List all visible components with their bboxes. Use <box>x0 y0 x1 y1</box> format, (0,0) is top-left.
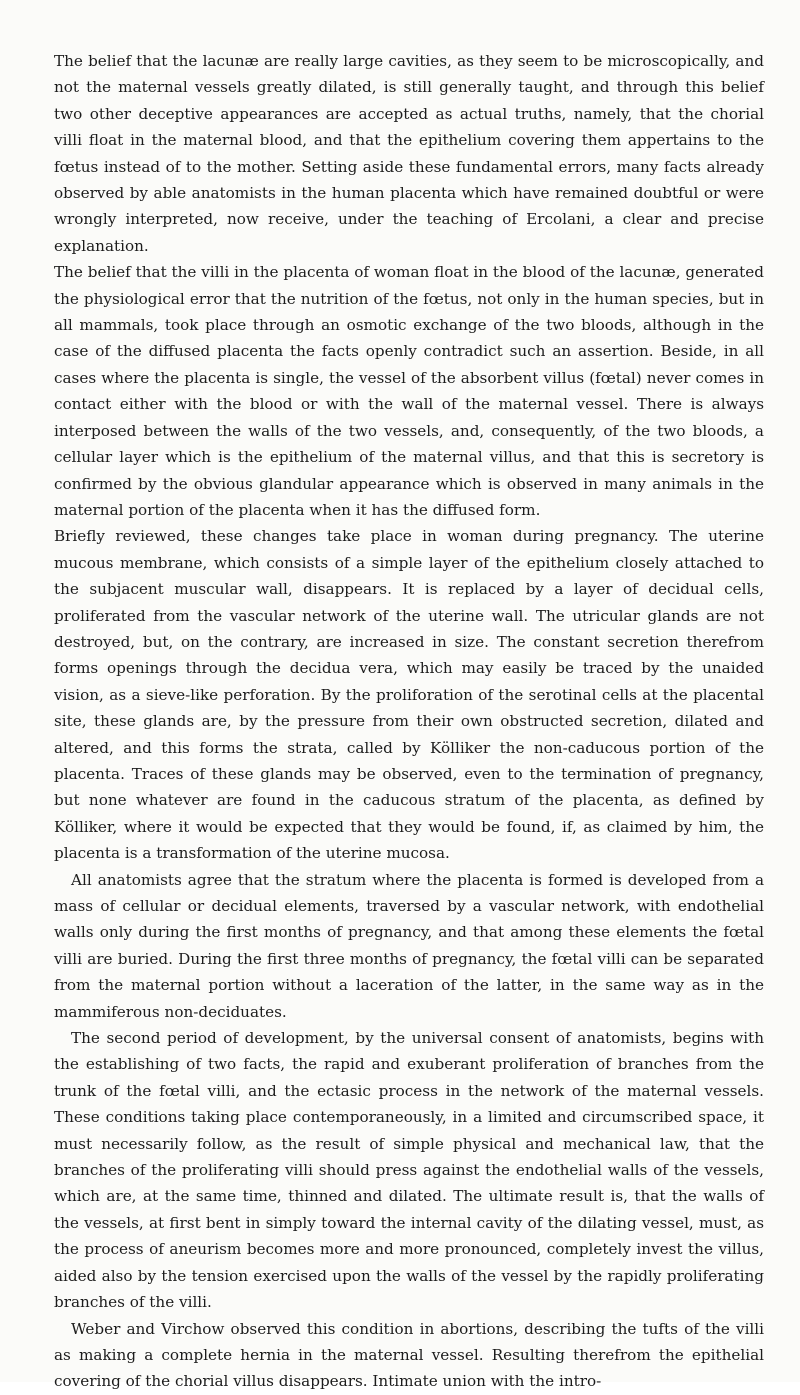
paragraph-weber-virchow: Weber and Virchow observed this condition in abortions, describing the tufts of the villi as making a complete hernia in the maternal vessel. Resulting therefrom the epithelial covering of the chorial villus disappears. Intimate union with the intro- <box>54 1319 764 1391</box>
paragraph-lacunae: The belief that the lacunæ are really large cavities, as they seem to be microscopically, and not the maternal vessels greatly dilated, is still generally taught, and through this belief two other deceptive appearances are accepted as actual truths, namely, that the chorial villi float in the maternal blood, and that the epithelium covering them appertains to the fœtus instead of to the mother. Setting aside these fundamental errors, many facts already observed by able anatomists in the human placenta which have remained doubtful or were wrongly interpreted, now receive, under the teaching of Ercolani, a clear and precise explanation. <box>54 52 764 255</box>
paragraph-villi-float: The belief that the villi in the placenta of woman float in the blood of the lacunæ, generated the physiological error that the nutrition of the fœtus, not only in the human species, but in all mammals, took place through an osmotic exchange of the two bloods, although in the case of the diffused placenta the facts openly contradict such an assertion. Beside, in all cases where the placenta is single, the vessel of the absorbent villus (fœtal) never comes in contact either with the blood or with the wall of the maternal vessel. There is always interposed between the walls of the two vessels, and, consequently, of the two bloods, a cellular layer which is the epithelium of the maternal villus, and that this is secretory is confirmed by the obvious glandular appearance which is observed in many animals in the maternal portion of the placenta when it has the diffused form. <box>54 263 764 519</box>
paragraph-changes-in-pregnancy: Briefly reviewed, these changes take place in woman during pregnancy. The uterine mucous membrane, which consists of a simple layer of the epithelium closely attached to the subjacent muscular wall, disappears. It is replaced by a layer of decidual cells, proliferated from the vascular network of the uterine wall. The utricular glands are not destroyed, but, on the contrary, are increased in size. The constant secretion therefrom forms openings through the decidua vera, which may easily be traced by the unaided vision, as a sieve-like perforation. By the proliforation of the serotinal cells at the placental site, these glands are, by the pressure from their own obstructed secretion, dilated and altered, and this forms the strata, called by Kölliker the non-caducous portion of the placenta. Traces of these glands may be observed, even to the termination of pregnancy, but none whatever are found in the caducous stratum of the placenta, as defined by Kölliker, where it would be expected that they would be found, if, as claimed by him, the placenta is a transformation of the uterine mucosa. <box>54 527 764 863</box>
article-body <box>54 48 764 1395</box>
paragraph-anatomists-agree: All anatomists agree that the stratum where the placenta is formed is developed from a mass of cellular or decidual elements, traversed by a vascular network, with endothelial walls only during the first months of pregnancy, and that among these elements the fœtal villi are buried. During the first three months of pregnancy, the fœtal villi can be separated from the maternal portion without a laceration of the latter, in the same way as in the mammiferous non-deciduates. <box>54 870 764 1021</box>
paragraph-second-period: The second period of development, by the universal consent of anatomists, begins with the establishing of two facts, the rapid and exuberant proliferation of branches from the trunk of the fœtal villi, and the ectasic process in the network of the maternal vessels. These conditions taking place contemporaneously, in a limited and circumscribed space, it must necessarily follow, as the result of simple physical and mechanical law, that the branches of the proliferating villi should press against the endothelial walls of the vessels, which are, at the same time, thinned and dilated. The ultimate result is, that the walls of the vessels, at first bent in simply toward the internal cavity of the dilating vessel, must, as the process of aneurism becomes more and more pronounced, completely invest the villus, aided also by the tension exercised upon the walls of the vessel by the rapidly proliferating branches of the villi. <box>54 1029 764 1312</box>
